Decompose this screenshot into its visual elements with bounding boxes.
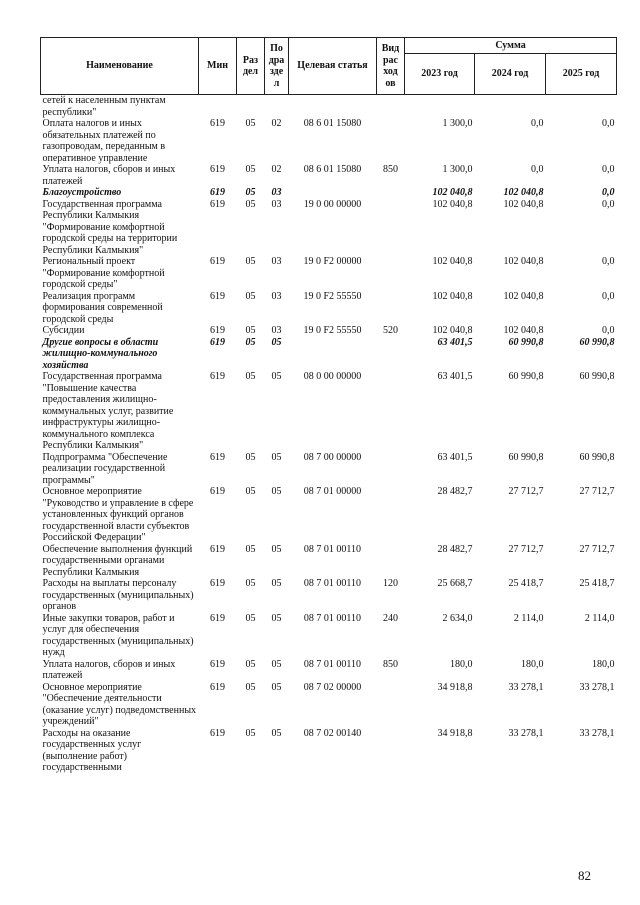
cell-min: 619 — [210, 290, 225, 302]
cell-2025: 0,0 — [602, 198, 615, 210]
cell-2024: 102 040,8 — [503, 187, 544, 198]
cell-2023: 25 668,7 — [437, 578, 473, 589]
cell-podrazdel: 03 — [271, 325, 282, 336]
cell-target: 08 7 02 00000 — [303, 681, 362, 693]
cell-2024: 33 278,1 — [508, 727, 544, 739]
cell-min: 619 — [210, 118, 225, 129]
header-razdel: Раз дел — [237, 38, 265, 95]
header-2024: 2024 год — [475, 54, 546, 95]
cell-2023: 102 040,8 — [432, 198, 473, 210]
cell-target: 19 0 00 00000 — [303, 198, 362, 210]
cell-target: 08 6 01 15080 — [303, 164, 362, 175]
cell-target: 19 0 F2 55550 — [303, 325, 362, 336]
cell-min: 619 — [210, 164, 225, 175]
cell-2024: 25 418,7 — [508, 578, 544, 589]
cell-2024: 27 712,7 — [508, 486, 544, 497]
cell-2023: 28 482,7 — [437, 486, 473, 497]
cell-name: Основное мероприятие "Руководство и управление в сфере установленных функций органов государственной власти субъектов Российской Федерации" — [42, 486, 194, 543]
header-vid: Вид рас ход ов — [377, 38, 405, 95]
cell-2025: 0,0 — [602, 118, 615, 129]
table-row — [41, 164, 617, 187]
cell-vid: 520 — [383, 325, 398, 336]
cell-podrazdel: 05 — [271, 612, 282, 624]
cell-2023: 102 040,8 — [432, 256, 473, 267]
cell-razdel: 05 — [245, 612, 256, 624]
page-number: 82 — [578, 868, 591, 883]
header-name: Наименование — [41, 38, 199, 95]
cell-razdel: 05 — [245, 658, 256, 670]
table-row — [41, 544, 617, 579]
cell-vid: 240 — [383, 612, 398, 624]
cell-name: Оплата налогов и иных обязательных платежей по газопроводам, переданным в оперативное управление — [42, 118, 166, 164]
cell-target: 08 0 00 00000 — [303, 371, 362, 382]
cell-2023: 102 040,8 — [432, 290, 473, 302]
cell-target: 19 0 F2 55550 — [303, 290, 362, 302]
cell-2025: 25 418,7 — [579, 578, 615, 589]
cell-name: Реализация программ формирования современной городской среды — [42, 290, 163, 325]
cell-name: Субсидии — [42, 325, 85, 336]
cell-podrazdel: 03 — [271, 256, 282, 267]
cell-2025: 0,0 — [602, 164, 615, 175]
cell-vid — [377, 728, 405, 774]
cell-target: 08 7 00 00000 — [303, 451, 362, 463]
cell-2024: 102 040,8 — [503, 325, 544, 336]
cell-podrazdel: 03 — [271, 198, 282, 210]
cell-2025: 2 114,0 — [584, 612, 615, 624]
cell-min — [199, 95, 237, 119]
cell-podrazdel: 05 — [271, 486, 282, 497]
cell-min: 619 — [210, 543, 225, 555]
cell-2025: 33 278,1 — [579, 727, 615, 739]
cell-min: 619 — [210, 256, 225, 267]
cell-podrazdel: 05 — [271, 336, 282, 348]
cell-min: 619 — [210, 727, 225, 739]
cell-min: 619 — [210, 336, 225, 348]
cell-podrazdel: 02 — [271, 164, 282, 175]
cell-podrazdel: 05 — [271, 727, 282, 739]
cell-2024: 60 990,8 — [508, 336, 544, 348]
cell-2025: 0,0 — [602, 290, 615, 302]
table-row — [41, 613, 617, 659]
cell-name: сетей к населенным пунктам республики" — [42, 95, 166, 118]
cell-vid — [377, 337, 405, 372]
cell-2023: 2 634,0 — [442, 612, 473, 624]
cell-razdel: 05 — [245, 198, 256, 210]
cell-vid — [377, 118, 405, 164]
cell-podrazdel: 05 — [271, 681, 282, 693]
cell-2024: 0,0 — [531, 164, 544, 175]
cell-razdel: 05 — [245, 290, 256, 302]
cell-2023: 34 918,8 — [437, 727, 473, 739]
cell-min: 619 — [210, 612, 225, 624]
header-min: Мин — [199, 38, 237, 95]
cell-podrazdel: 05 — [271, 543, 282, 555]
cell-target: 08 7 01 00000 — [303, 486, 362, 497]
cell-2024 — [475, 95, 546, 119]
cell-target: 08 6 01 15080 — [303, 118, 362, 129]
cell-2024: 102 040,8 — [503, 256, 544, 267]
cell-2025: 27 712,7 — [579, 543, 615, 555]
cell-razdel: 05 — [245, 118, 256, 129]
cell-2023: 1 300,0 — [442, 164, 473, 175]
cell-target: 19 0 F2 00000 — [303, 256, 362, 267]
cell-2023: 28 482,7 — [437, 543, 473, 555]
cell-razdel: 05 — [245, 543, 256, 555]
table-row — [41, 486, 617, 544]
cell-vid — [377, 256, 405, 291]
table-row — [41, 291, 617, 326]
cell-2024: 60 990,8 — [508, 451, 544, 463]
cell-min: 619 — [210, 325, 225, 336]
cell-2025: 60 990,8 — [579, 451, 615, 463]
table-row — [41, 187, 617, 199]
cell-target: 08 7 01 00110 — [303, 658, 362, 670]
table-row — [41, 95, 617, 119]
cell-podrazdel: 05 — [271, 658, 282, 670]
cell-2025: 60 990,8 — [579, 336, 615, 348]
header-target: Целевая статья — [289, 38, 377, 95]
cell-name: Иные закупки товаров, работ и услуг для обеспечения государственных (муниципальных) нужд — [42, 612, 194, 658]
cell-min: 619 — [210, 578, 225, 589]
cell-2024: 60 990,8 — [508, 371, 544, 382]
table-header — [41, 38, 617, 95]
cell-razdel: 05 — [245, 578, 256, 589]
header-2023: 2023 год — [405, 54, 475, 95]
cell-target — [289, 337, 377, 372]
cell-vid — [377, 682, 405, 728]
cell-name: Расходы на выплаты персоналу государственных (муниципальных) органов — [42, 578, 194, 612]
cell-podrazdel: 03 — [271, 290, 282, 302]
cell-2023: 63 401,5 — [437, 451, 473, 463]
cell-2024: 2 114,0 — [513, 612, 544, 624]
table-row — [41, 452, 617, 487]
table-row — [41, 371, 617, 452]
cell-2024: 27 712,7 — [508, 543, 544, 555]
cell-razdel: 05 — [245, 325, 256, 336]
cell-razdel: 05 — [245, 164, 256, 175]
cell-name: Подпрограмма "Обеспечение реализации государственной программы" — [42, 451, 168, 486]
cell-2023: 63 401,5 — [437, 336, 473, 348]
cell-target: 08 7 01 00110 — [303, 578, 362, 589]
cell-name: Государственная программа Республики Калмыкия "Формирование комфортной городской среды на территории Республики Калмыкия" — [42, 198, 178, 256]
cell-min: 619 — [210, 658, 225, 670]
cell-razdel: 05 — [245, 486, 256, 497]
cell-2023: 102 040,8 — [432, 187, 473, 198]
header-2025: 2025 год — [546, 54, 617, 95]
table-row — [41, 578, 617, 613]
cell-min: 619 — [210, 371, 225, 382]
cell-vid: 850 — [383, 658, 398, 670]
cell-min: 619 — [210, 198, 225, 210]
cell-2025 — [546, 95, 617, 119]
table-row — [41, 659, 617, 682]
cell-name: Обеспечение выполнения функций государственными органами Республики Калмыкия — [42, 543, 193, 578]
table-row — [41, 325, 617, 337]
cell-podrazdel: 03 — [271, 187, 282, 198]
cell-razdel: 05 — [245, 187, 256, 198]
cell-razdel: 05 — [245, 256, 256, 267]
cell-target: 08 7 01 00110 — [303, 612, 362, 624]
cell-podrazdel: 05 — [271, 578, 282, 589]
cell-name: Уплата налогов, сборов и иных платежей — [42, 164, 176, 187]
cell-target: 08 7 02 00140 — [303, 727, 362, 739]
cell-name: Расходы на оказание государственных услуг (выполнение работ) государственными — [42, 727, 142, 773]
cell-razdel: 05 — [245, 727, 256, 739]
cell-vid: 850 — [383, 164, 398, 175]
cell-vid — [377, 452, 405, 487]
cell-2025: 27 712,7 — [579, 486, 615, 497]
table-row — [41, 728, 617, 774]
cell-2025: 180,0 — [592, 658, 615, 670]
cell-podrazdel: 02 — [271, 118, 282, 129]
cell-name: Другие вопросы в области жилищно-коммунального хозяйства — [42, 336, 159, 371]
header-podrazdel: По дра зде л — [265, 38, 289, 95]
cell-2025: 60 990,8 — [579, 371, 615, 382]
cell-vid — [377, 371, 405, 452]
cell-name: Государственная программа "Повышение качества предоставления жилищно-коммунальных услуг, развитие инфраструктуры жилищно-коммунального комплекса Республики Калмыкия" — [42, 371, 174, 451]
table-row — [41, 199, 617, 257]
cell-2023: 1 300,0 — [442, 118, 473, 129]
cell-target — [289, 95, 377, 119]
cell-2023: 34 918,8 — [437, 681, 473, 693]
cell-2024: 0,0 — [531, 118, 544, 129]
cell-name: Уплата налогов, сборов и иных платежей — [42, 658, 176, 681]
cell-vid — [377, 291, 405, 326]
cell-vid — [377, 95, 405, 119]
cell-vid: 120 — [383, 578, 398, 589]
cell-name: Основное мероприятие "Обеспечение деятельности (оказание услуг) подведомственных учреждений" — [42, 681, 197, 727]
table-row — [41, 682, 617, 728]
cell-2025: 33 278,1 — [579, 681, 615, 693]
cell-2023 — [405, 95, 475, 119]
cell-podrazdel: 05 — [271, 451, 282, 463]
cell-target: 08 7 01 00110 — [303, 543, 362, 555]
cell-2025: 0,0 — [602, 187, 615, 198]
cell-2024: 180,0 — [521, 658, 544, 670]
cell-name: Региональный проект "Формирование комфортной городской среды" — [42, 256, 165, 290]
cell-vid — [377, 544, 405, 579]
cell-2024: 33 278,1 — [508, 681, 544, 693]
cell-2023: 180,0 — [450, 658, 473, 670]
cell-razdel: 05 — [245, 451, 256, 463]
cell-2025: 0,0 — [602, 256, 615, 267]
cell-vid — [377, 486, 405, 544]
cell-2023: 63 401,5 — [437, 371, 473, 382]
cell-min: 619 — [210, 486, 225, 497]
cell-podrazdel — [265, 95, 289, 119]
cell-2024: 102 040,8 — [503, 198, 544, 210]
cell-name: Благоустройство — [42, 187, 122, 198]
table-row — [41, 337, 617, 372]
cell-razdel — [237, 95, 265, 119]
cell-razdel: 05 — [245, 371, 256, 382]
table-body — [41, 95, 617, 774]
cell-2023: 102 040,8 — [432, 325, 473, 336]
cell-2025: 0,0 — [602, 325, 615, 336]
table-row — [41, 256, 617, 291]
cell-min: 619 — [210, 187, 225, 198]
cell-min: 619 — [210, 451, 225, 463]
cell-razdel: 05 — [245, 336, 256, 348]
cell-2024: 102 040,8 — [503, 290, 544, 302]
cell-razdel: 05 — [245, 681, 256, 693]
cell-target — [289, 187, 377, 199]
budget-table — [40, 37, 617, 774]
header-sum: Сумма — [405, 38, 617, 54]
table-row — [41, 118, 617, 164]
cell-vid — [377, 199, 405, 257]
cell-podrazdel: 05 — [271, 371, 282, 382]
cell-min: 619 — [210, 681, 225, 693]
cell-vid — [377, 187, 405, 199]
